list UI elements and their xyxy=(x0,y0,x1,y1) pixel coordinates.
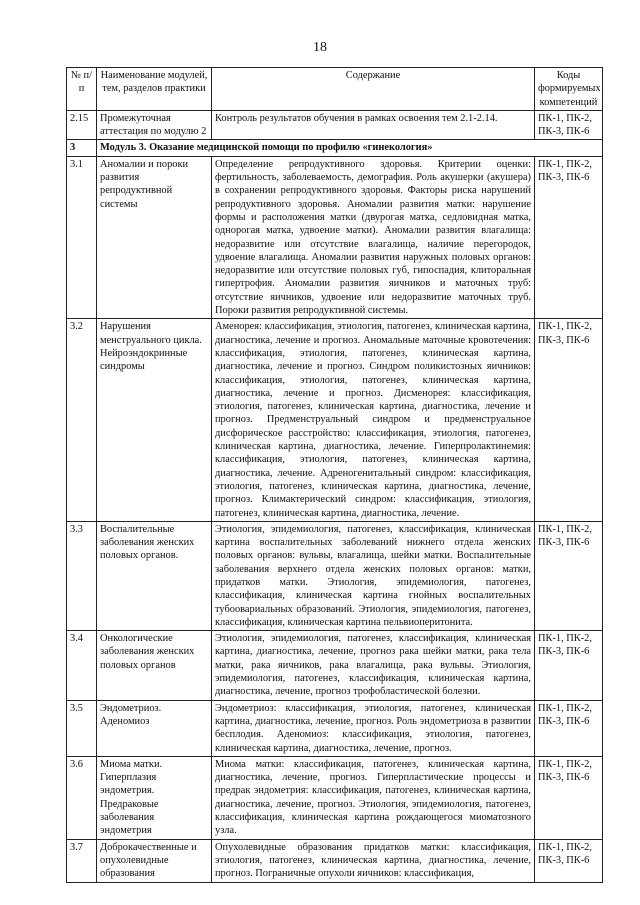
topic-content: Определение репродуктивного здоровья. Критерии оценки: фертильность, заболеваемость, демография. Роль акушерки (акушера) в сохранении репродуктивного здоровья. Факторы риска нарушений репродуктивного здоровья. Аномалии развития матки: нарушение формы и расположения матки (двурогая матка, седловидная матка, однорогая матка, удвоение матки). Аномалии развития влагалища: недоразвитие или отсутствие влагалища, наличие перегородок, удвоение влагалища. Аномалии развития наружных половых органов: недоразвитие или отсутствие половых губ, гипоспадия, клиторальная гипертрофия. Аномалии развития яичников и маточных труб: отсутствие яичников, удвоение или недоразвитие маточных труб. Пороки развития репродуктивной системы. xyxy=(212,156,535,319)
row-number: 2.15 xyxy=(67,110,97,140)
row-number: 3.1 xyxy=(67,156,97,319)
topic-content: Эндометриоз: классификация, этиология, патогенез, клиническая картина, диагностика, лечение, прогноз. Роль эндометриоза в развитии бесплодия. Аденомиоз: классификация, этиология, патогенез, клиническая картина, диагностика, лечение, прогноз. xyxy=(212,700,535,756)
table-row xyxy=(67,839,603,882)
topic-content: Этиология, эпидемиология, патогенез, классификация, клиническая картина, диагностика, лечение, прогноз рака шейки матки, рака тела матки, рака яичников, рака влагалища, рака вульвы. Этиология, эпидемиология, патогенез, классификация, клиническая картина, диагностика, лечение, прогноз трофобластической болезни. xyxy=(212,631,535,700)
topic-name: Миома матки. Гиперплазия эндометрия. Предраковые заболевания эндометрия xyxy=(97,756,212,839)
competence-codes: ПК-1, ПК-2, ПК-3, ПК-6 xyxy=(535,319,603,521)
module-row xyxy=(67,140,603,156)
topic-content: Этиология, эпидемиология, патогенез, классификация, клиническая картина воспалительных заболеваний нижнего отдела женских половых органов: вульвы, влагалища, шейки матки. Воспалительные заболевания верхнего отдела женских половых органов: матки, придатков матки. Этиология, эпидемиология, патогенез, классификация, клиническая картина гнойных воспалительных тубоовариальных образований. Этиология, эпидемиология, патогенез, классификация, клиническая картина пельвиоперитонита. xyxy=(212,521,535,630)
topic-content: Контроль результатов обучения в рамках освоения тем 2.1-2.14. xyxy=(212,110,535,140)
table-row xyxy=(67,756,603,839)
header-content: Содержание xyxy=(212,68,535,111)
row-number: 3 xyxy=(67,140,97,156)
row-number: 3.3 xyxy=(67,521,97,630)
row-number: 3.7 xyxy=(67,839,97,882)
header-num: № п/п xyxy=(67,68,97,111)
competence-codes: ПК-1, ПК-2, ПК-3, ПК-6 xyxy=(535,700,603,756)
topic-name: Нарушения менструального цикла. Нейроэндокринные синдромы xyxy=(97,319,212,521)
table-row xyxy=(67,156,603,319)
module-title: Модуль 3. Оказание медицинской помощи по профилю «гинекология» xyxy=(97,140,603,156)
table-row xyxy=(67,700,603,756)
row-number: 3.5 xyxy=(67,700,97,756)
table-body xyxy=(67,110,603,882)
table-row xyxy=(67,110,603,140)
header-name: Наименование модулей, тем, разделов практики xyxy=(97,68,212,111)
row-number: 3.2 xyxy=(67,319,97,521)
competence-codes: ПК-1, ПК-2, ПК-3, ПК-6 xyxy=(535,521,603,630)
topic-name: Онкологические заболевания женских половых органов xyxy=(97,631,212,700)
competence-codes: ПК-1, ПК-2, ПК-3, ПК-6 xyxy=(535,110,603,140)
topic-name: Промежуточная аттестация по модулю 2 xyxy=(97,110,212,140)
topic-name: Доброкачественные и опухолевидные образования xyxy=(97,839,212,882)
topic-content: Аменорея: классификация, этиология, патогенез, клиническая картина, диагностика, лечение и прогноз. Аномальные маточные кровотечения: классификация, этиология, патогенез, клиническая картина, диагностика, лечение и прогноз. Синдром поликистозных яичников: классификация, этиология, патогенез, клиническая картина, диагностика, лечение и прогноз. Дисменорея: классификация, этиология, патогенез, клиническая картина, диагностика, лечение и прогноз. Предменструальный синдром и предменструальное дисфорическое расстройство: классификация, этиология, патогенез, клиническая картина, диагностика, лечение. Гиперпролактинемия: классификация, этиология, патогенез, клиническая картина, диагностика, лечение. Адреногенитальный синдром: классификация, этиология, патогенез, клиническая картина, диагностика, лечение, прогноз. Климактерический синдром: классификация, этиология, патогенез, клиническая картина, диагностика, лечение. xyxy=(212,319,535,521)
page-number: 18 xyxy=(313,40,327,55)
topic-content: Миома матки: классификация, патогенез, клиническая картина, диагностика, лечение, прогноз. Гиперпластические процессы и предрак эндометрия: классификация, патогенез, клиническая картина, диагностика, лечение, прогноз. Этиология, эпидемиология, патогенез, классификация, клиническая картина рождающегося миоматозного узла. xyxy=(212,756,535,839)
topic-name: Эндометриоз. Аденомиоз xyxy=(97,700,212,756)
topic-content: Опухолевидные образования придатков матки: классификация, этиология, патогенез, клиническая картина, диагностика, лечение, прогноз. Пограничные опухоли яичников: классификация, xyxy=(212,839,535,882)
table-row xyxy=(67,521,603,630)
table-row xyxy=(67,631,603,700)
header-codes: Коды формируемых компетенций xyxy=(535,68,603,111)
competence-codes: ПК-1, ПК-2, ПК-3, ПК-6 xyxy=(535,156,603,319)
topic-name: Аномалии и пороки развития репродуктивной системы xyxy=(97,156,212,319)
competence-codes: ПК-1, ПК-2, ПК-3, ПК-6 xyxy=(535,631,603,700)
table-header-row xyxy=(67,68,603,111)
competence-codes: ПК-1, ПК-2, ПК-3, ПК-6 xyxy=(535,839,603,882)
curriculum-table xyxy=(66,67,603,883)
table-row xyxy=(67,319,603,521)
row-number: 3.6 xyxy=(67,756,97,839)
competence-codes: ПК-1, ПК-2, ПК-3, ПК-6 xyxy=(535,756,603,839)
row-number: 3.4 xyxy=(67,631,97,700)
topic-name: Воспалительные заболевания женских половых органов. xyxy=(97,521,212,630)
